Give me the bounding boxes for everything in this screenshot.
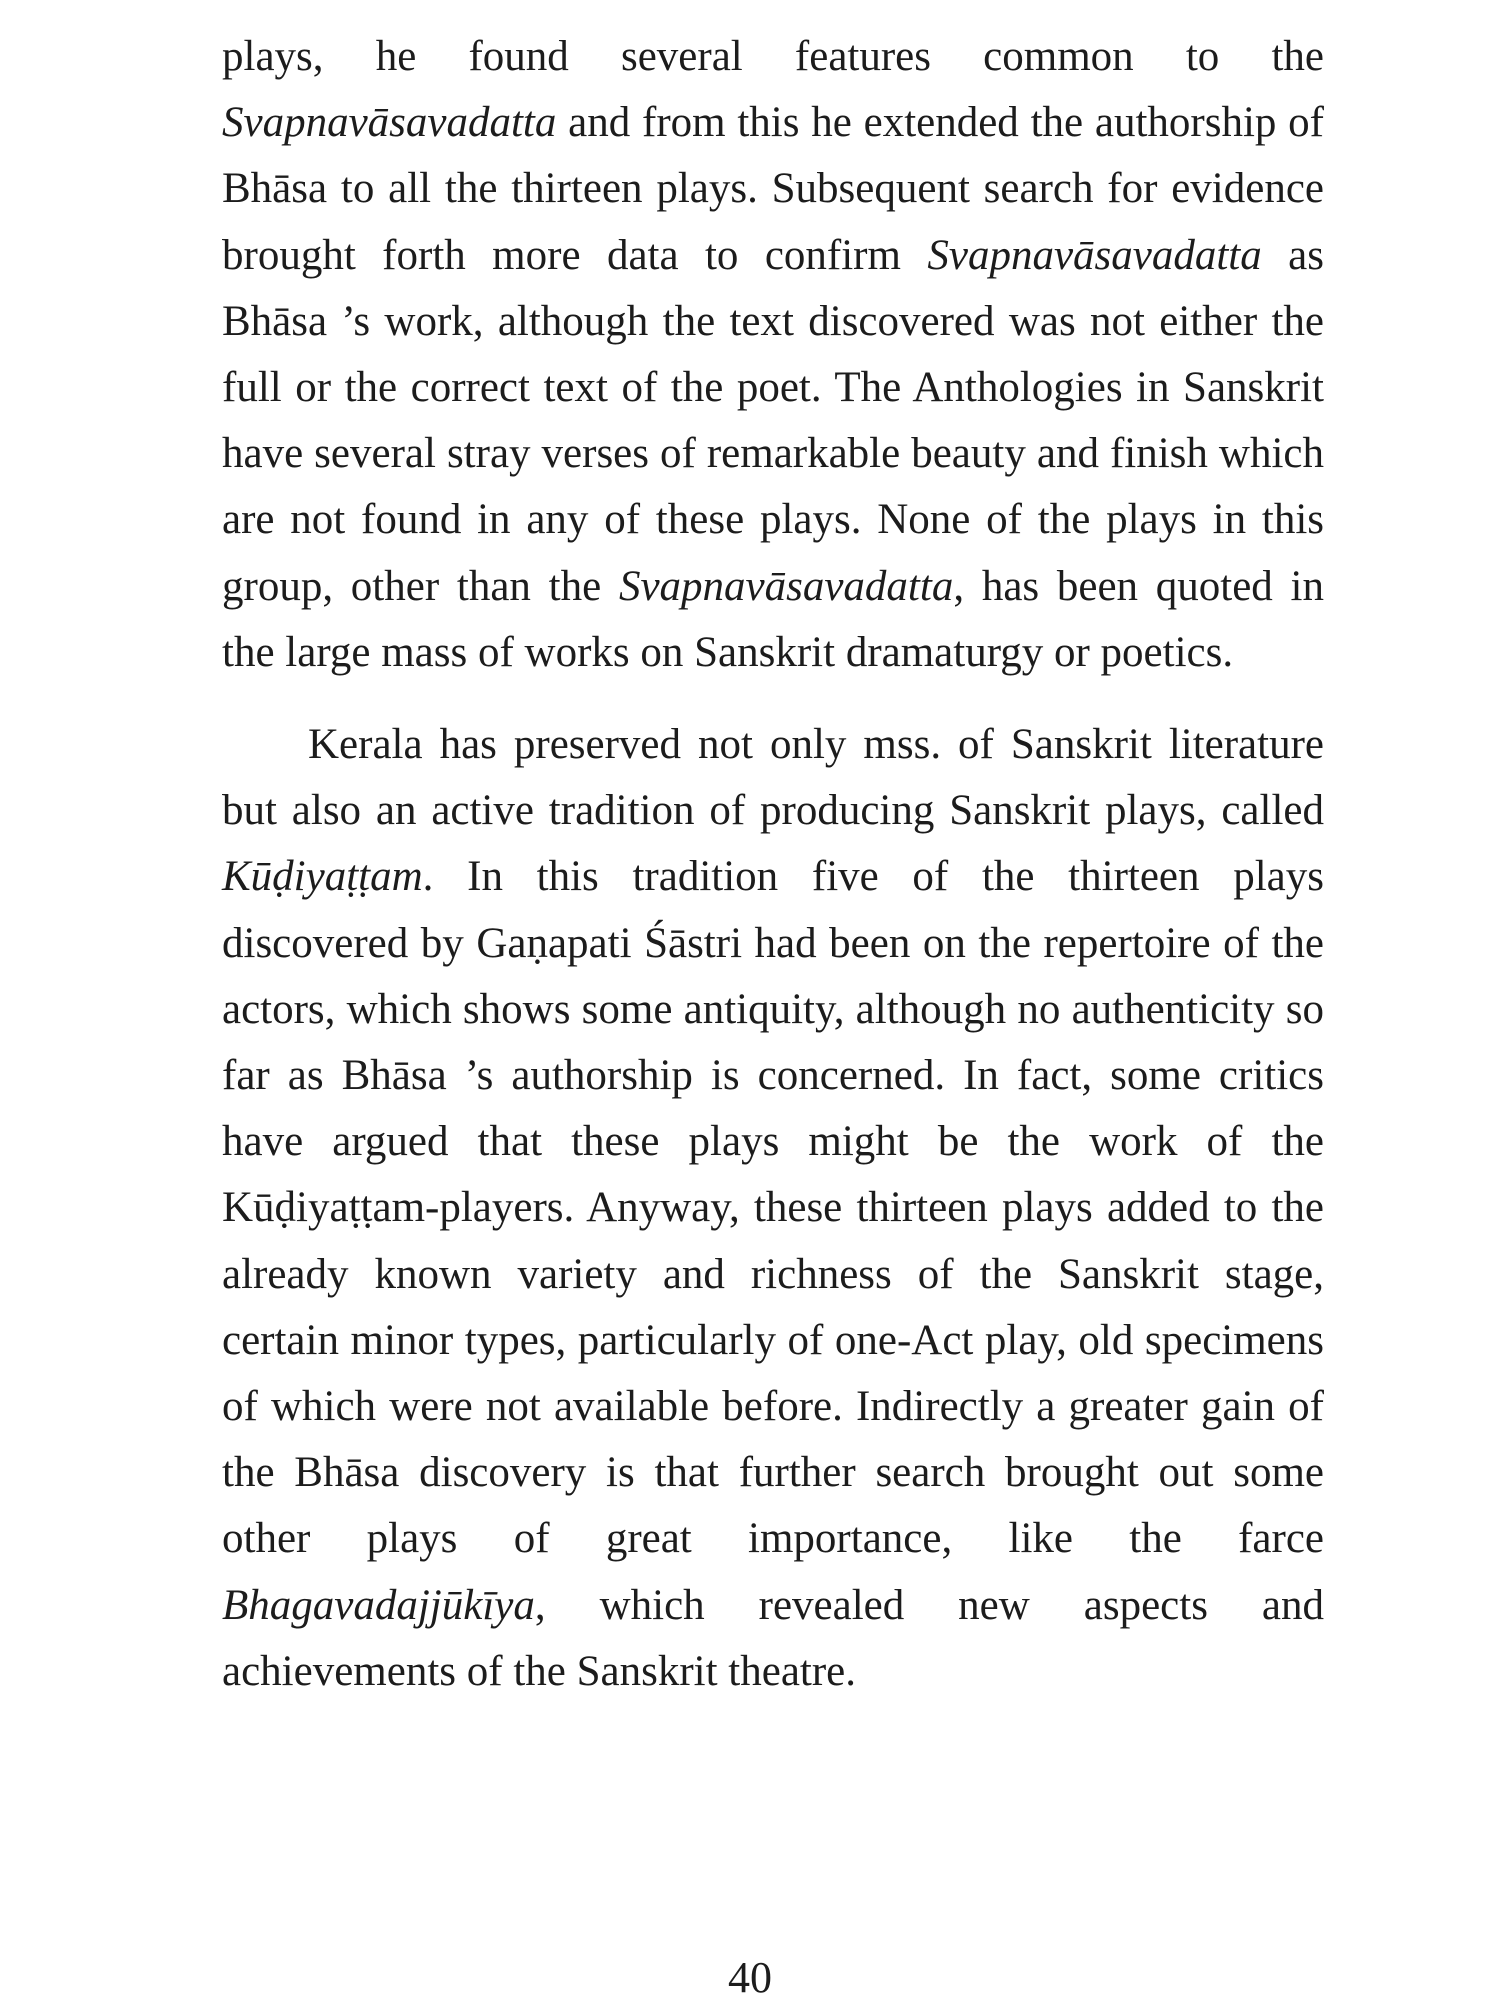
italic-title-svapnavasavadatta: Svapnavāsavadatta bbox=[222, 99, 557, 147]
paragraph-2-text-2: . In this tradition five of the thirteen plays discovered by Gaṇapati Śāstri had been on the repertoire of the actors, which shows some antiquity, although no authenticity so far as Bhāsa ’s authorship is concerned. In fact, some critics have argued that these plays might be the work of the Kūḍiyaṭṭam-players. Anyway, these thirteen plays added to the already known variety and richness of the Sanskrit stage, certain minor types, particularly of one-Act play, old specimens of which were not available before. Indirectly a greater gain of the Bhāsa discovery is that further search brought out some other plays of great importance, like the farce bbox=[222, 853, 1324, 1563]
text-column bbox=[222, 24, 1324, 1705]
paragraph-2-text-1: Kerala has preserved not only mss. of Sanskrit literature but also an active tradition of producing Sanskrit plays, called bbox=[222, 721, 1324, 835]
italic-title-bhagavadajjukiya: Bhagavadajjūkīya bbox=[222, 1581, 535, 1629]
italic-term-kudiyattam: Kūḍiyaṭṭam bbox=[222, 853, 423, 901]
paragraph-2 bbox=[222, 712, 1324, 1705]
paragraph-1-text-2: and from this he extended the authorship of Bhāsa to all the thirteen plays. Subsequent search for evidence brought forth more data to confirm bbox=[222, 99, 1324, 279]
paragraph-2-text-3: , which revealed new aspects and achievements of the Sanskrit theatre. bbox=[222, 1581, 1324, 1695]
italic-title-svapnavasavadatta: Svapnavāsavadatta bbox=[618, 562, 954, 610]
paragraph-1-text-1: plays, he found several features common to the bbox=[222, 33, 1324, 80]
page-number: 40 bbox=[728, 1953, 772, 2002]
italic-title-svapnavasavadatta: Svapnavāsavadatta bbox=[927, 231, 1262, 279]
paragraph-1-text-3: as Bhāsa ’s work, although the text discovered was not either the full or the correct text of the poet. The Anthologies in Sanskrit have several stray verses of remarkable beauty and finish which are not found in any of these plays. None of the plays in this group, other than the bbox=[222, 231, 1324, 610]
paragraph-1-text-4: , has been quoted in the large mass of works on Sanskrit dramaturgy or poetics. bbox=[222, 562, 1324, 676]
paragraph-1 bbox=[222, 24, 1324, 686]
